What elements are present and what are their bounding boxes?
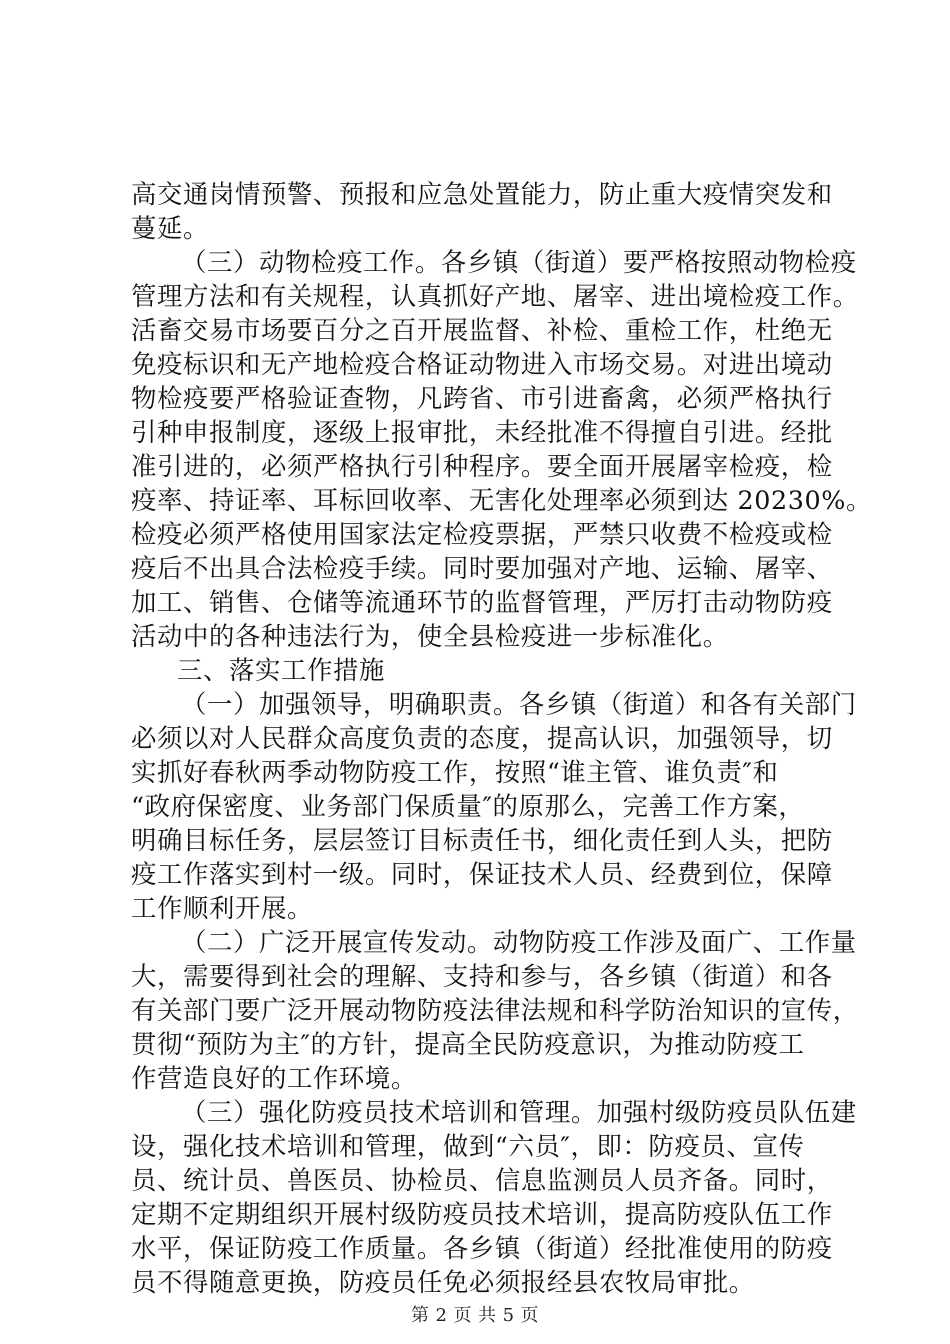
text-line: 设，强化技术培训和管理，做到“六员″，即：防疫员、宣传 bbox=[131, 1131, 805, 1161]
text-line: 疫率、持证率、耳标回收率、无害化处理率必须到达 20230%。 bbox=[131, 485, 872, 515]
text-line: 免疫标识和无产地检疫合格证动物进入市场交易。对进出境动 bbox=[131, 349, 833, 379]
text-line: 高交通岗情预警、预报和应急处置能力，防止重大疫情突发和 bbox=[131, 179, 833, 209]
paragraph-start: （三）动物检疫工作。各乡镇（街道）要严格按照动物检疫 bbox=[181, 247, 857, 277]
text-line: 员、统计员、兽医员、协检员、信息监测员人员齐备。同时， bbox=[131, 1165, 833, 1195]
text-line: 员不得随意更换，防疫员任免必须报经县农牧局审批。 bbox=[131, 1267, 755, 1297]
text-line: 有关部门要广泛开展动物防疫法律法规和科学防治知识的宣传， bbox=[131, 995, 859, 1025]
text-line: 活动中的各种违法行为，使全县检疫进一步标准化。 bbox=[131, 621, 729, 651]
text-line: 管理方法和有关规程，认真抓好产地、屠宰、进出境检疫工作。 bbox=[131, 281, 859, 311]
paragraph-start: （一）加强领导，明确职责。各乡镇（街道）和各有关部门 bbox=[181, 689, 857, 719]
text-line: 大，需要得到社会的理解、支持和参与，各乡镇（街道）和各 bbox=[131, 961, 833, 991]
text-line: 实抓好春秋两季动物防疫工作，按照“谁主管、谁负责″和 bbox=[131, 757, 779, 787]
paragraph-start: （三）强化防疫员技术培训和管理。加强村级防疫员队伍建 bbox=[181, 1097, 857, 1127]
paragraph-start: （二）广泛开展宣传发动。动物防疫工作涉及面广、工作量 bbox=[181, 927, 857, 957]
text-line: 疫工作落实到村一级。同时，保证技术人员、经费到位，保障 bbox=[131, 859, 833, 889]
text-line: 加工、销售、仓储等流通环节的监督管理，严厉打击动物防疫 bbox=[131, 587, 833, 617]
text-line: 准引进的，必须严格执行引种程序。要全面开展屠宰检疫，检 bbox=[131, 451, 833, 481]
page-number-footer: 第 2 页 共 5 页 bbox=[411, 1305, 539, 1326]
text-line: 定期不定期组织开展村级防疫员技术培训，提高防疫队伍工作 bbox=[131, 1199, 833, 1229]
section-heading: 三、落实工作措施 bbox=[177, 655, 385, 685]
text-line: 作营造良好的工作环境。 bbox=[131, 1063, 417, 1093]
text-line: 必须以对人民群众高度负责的态度，提高认识，加强领导，切 bbox=[131, 723, 833, 753]
text-line: 物检疫要严格验证查物，凡跨省、市引进畜禽，必须严格执行 bbox=[131, 383, 833, 413]
text-line: 疫后不出具合法检疫手续。同时要加强对产地、运输、屠宰、 bbox=[131, 553, 833, 583]
text-line: “政府保密度、业务部门保质量″的原那么，完善工作方案， bbox=[131, 791, 805, 821]
text-line: 引种申报制度，逐级上报审批，未经批准不得擅自引进。经批 bbox=[131, 417, 833, 447]
text-line: 活畜交易市场要百分之百开展监督、补检、重检工作，杜绝无 bbox=[131, 315, 833, 345]
text-line: 贯彻“预防为主″的方针，提高全民防疫意识，为推动防疫工 bbox=[131, 1029, 805, 1059]
text-line: 检疫必须严格使用国家法定检疫票据，严禁只收费不检疫或检 bbox=[131, 519, 833, 549]
text-line: 工作顺利开展。 bbox=[131, 893, 313, 923]
text-line: 蔓延。 bbox=[131, 213, 209, 243]
text-line: 明确目标任务，层层签订目标责任书，细化责任到人头，把防 bbox=[131, 825, 833, 855]
text-line: 水平，保证防疫工作质量。各乡镇（街道）经批准使用的防疫 bbox=[131, 1233, 833, 1263]
